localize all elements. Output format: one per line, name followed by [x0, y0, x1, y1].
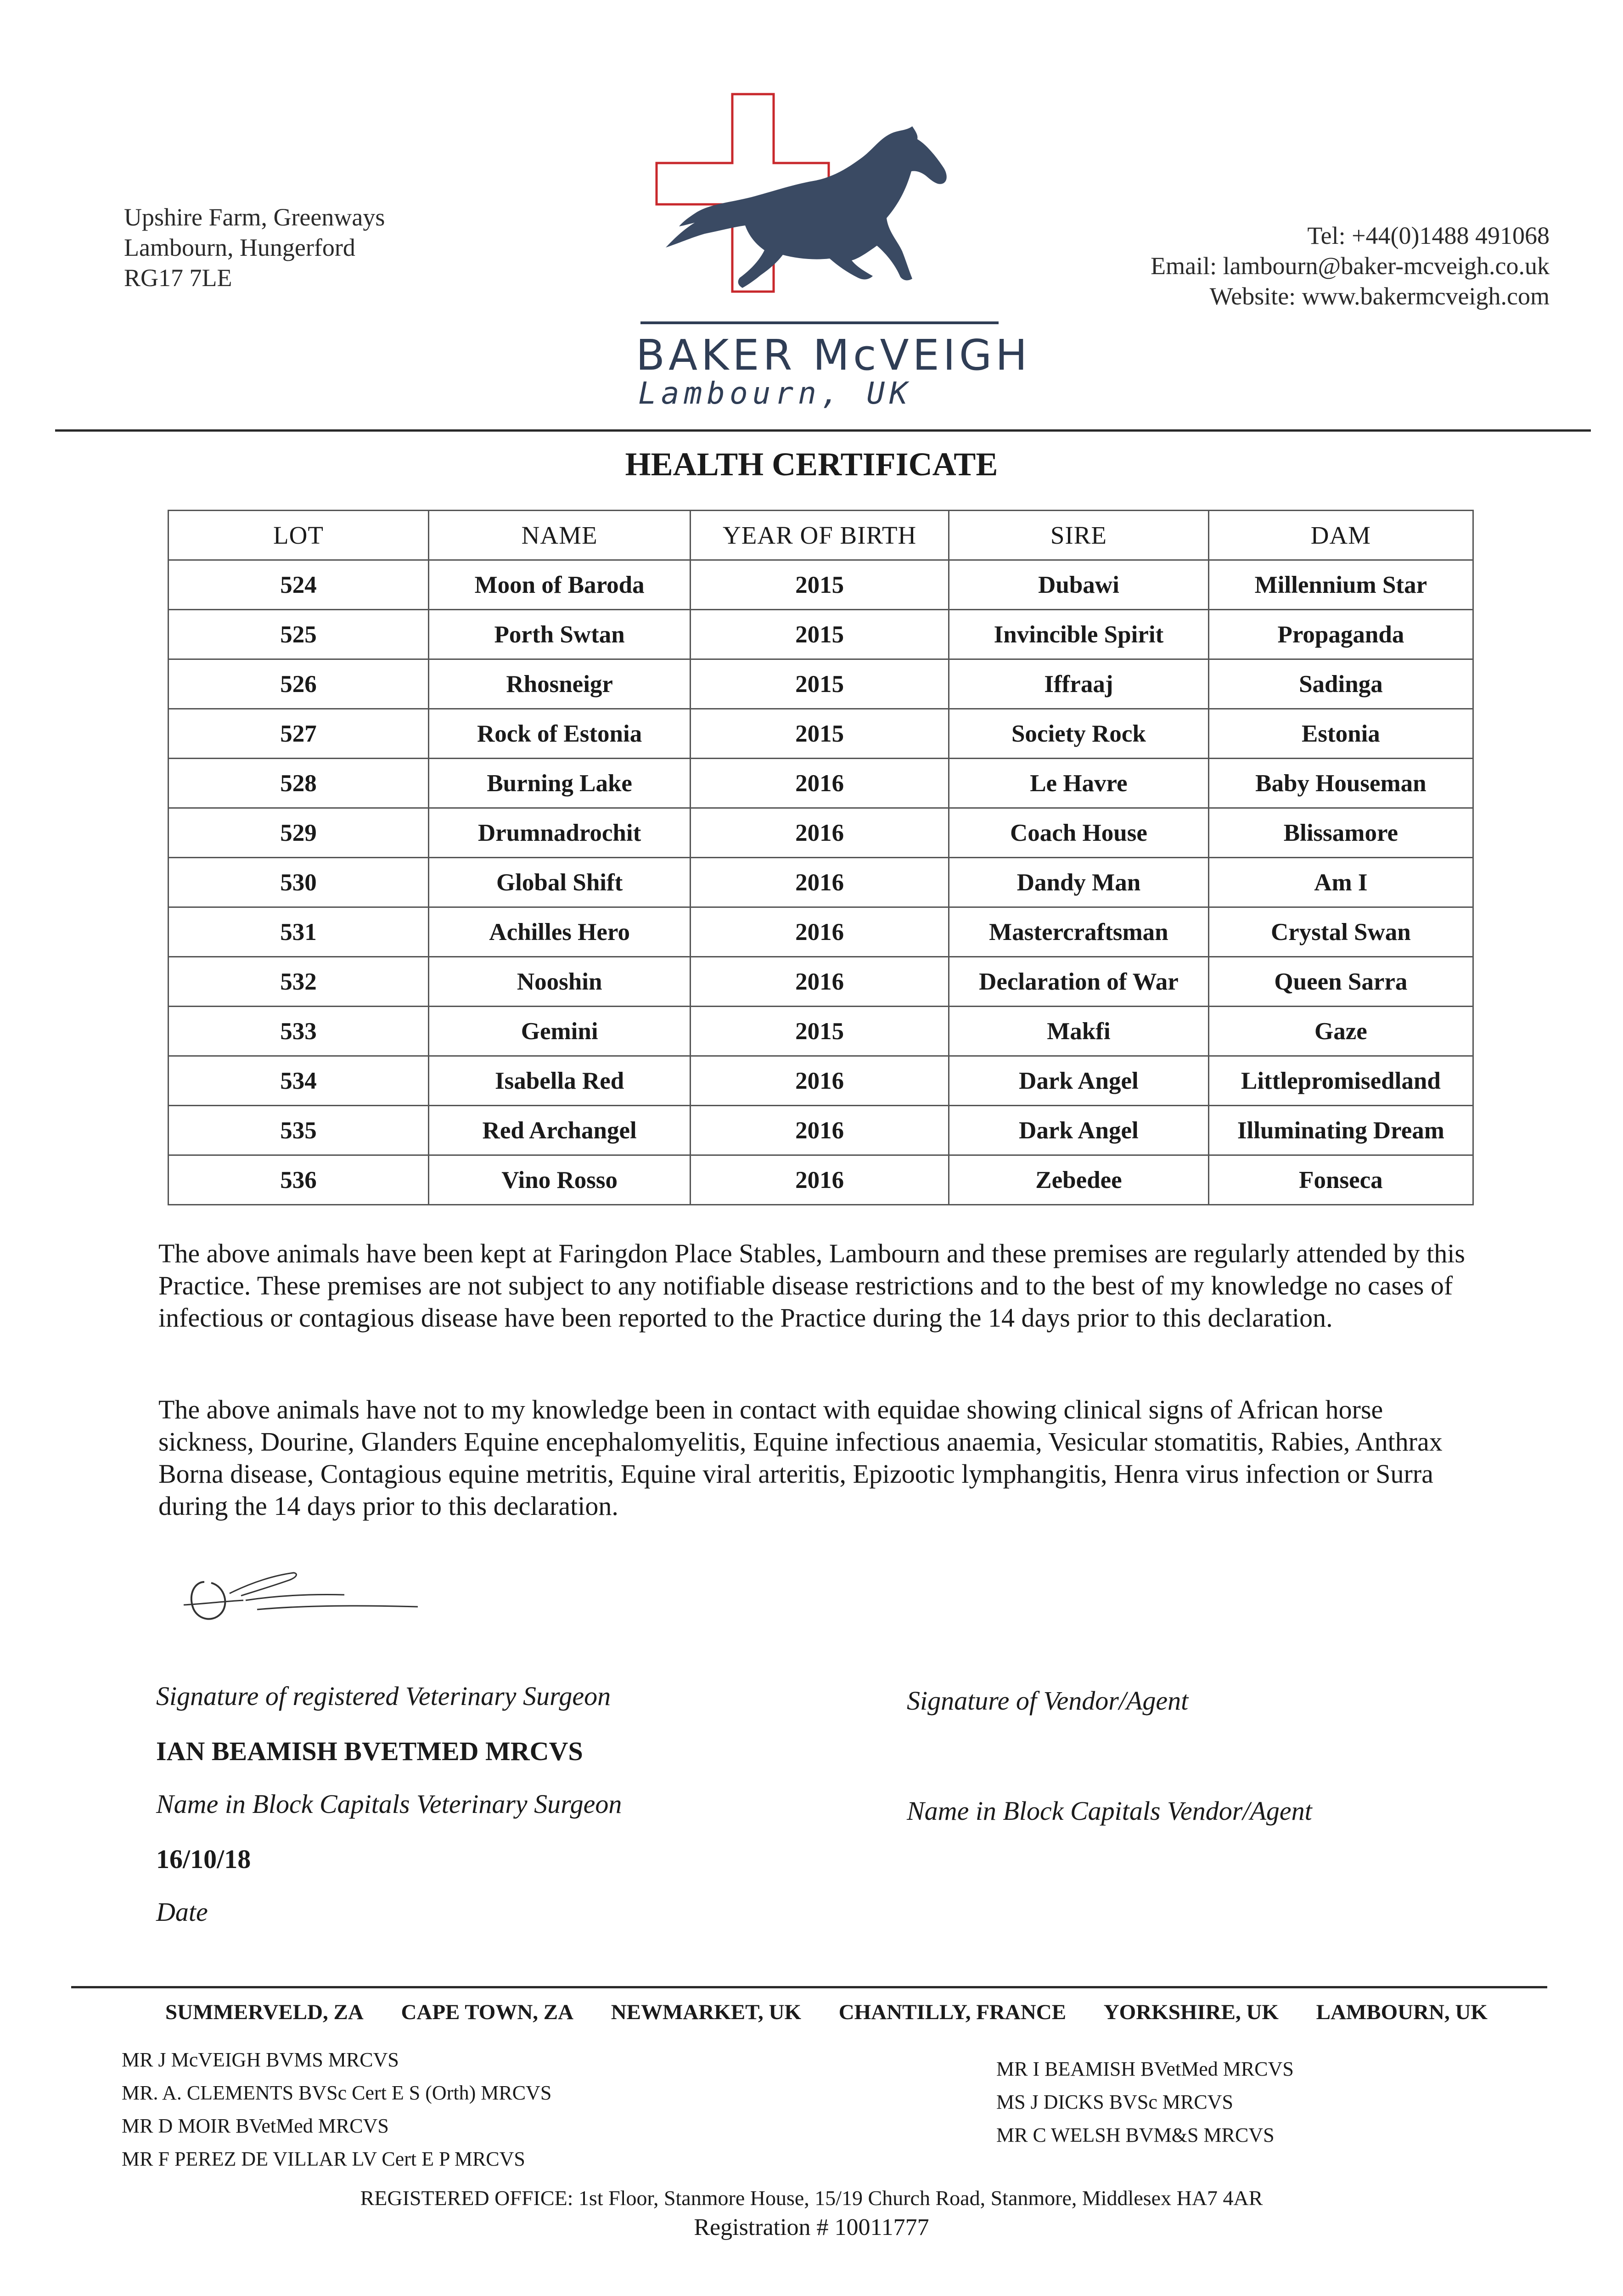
name-cell: Achilles Hero	[429, 907, 691, 957]
lot-cell: 536	[168, 1155, 429, 1205]
telephone: Tel: +44(0)1488 491068	[1307, 222, 1550, 249]
lot-cell: 524	[168, 560, 429, 610]
branch-item: YORKSHIRE, UK	[1103, 2000, 1279, 2024]
vendor-name-label: Name in Block Capitals Vendor/Agent	[907, 1796, 1312, 1826]
header-divider	[55, 429, 1591, 432]
registered-office-address: REGISTERED OFFICE: 1st Floor, Stanmore House, 15/19 Church Road, Stanmore, Middlesex HA7 4AR	[360, 2186, 1263, 2210]
lot-cell: 525	[168, 610, 429, 659]
vet-entry: MS J DICKS BVSc MRCVS	[996, 2091, 1233, 2113]
year-cell: 2015	[691, 709, 949, 759]
name-cell: Rhosneigr	[429, 659, 691, 709]
vet-entry: MR. A. CLEMENTS BVSc Cert E S (Orth) MRCVS	[122, 2082, 552, 2104]
year-cell: 2015	[691, 1007, 949, 1056]
practice-address	[124, 202, 385, 293]
sire-cell: Le Havre	[949, 759, 1209, 808]
column-header: SIRE	[949, 511, 1209, 560]
branch-item: CHANTILLY, FRANCE	[838, 2000, 1067, 2024]
date-label: Date	[156, 1897, 208, 1927]
vet-signature-label: Signature of registered Veterinary Surgeon	[156, 1681, 611, 1711]
sire-cell: Iffraaj	[949, 659, 1209, 709]
lot-cell: 528	[168, 759, 429, 808]
table-row	[168, 709, 1473, 759]
address-line: RG17 7LE	[124, 264, 232, 292]
vet-name: IAN BEAMISH BVETMED MRCVS	[156, 1736, 583, 1766]
branch-item: SUMMERVELD, ZA	[165, 2000, 364, 2024]
vet-entry: MR D MOIR BVetMed MRCVS	[122, 2115, 389, 2137]
name-cell: Global Shift	[429, 858, 691, 907]
year-cell: 2016	[691, 1106, 949, 1155]
name-cell: Porth Swtan	[429, 610, 691, 659]
branch-list	[165, 2000, 1488, 2025]
dam-cell: Blissamore	[1208, 808, 1473, 858]
table-row	[168, 659, 1473, 709]
vet-entry: MR I BEAMISH BVetMed MRCVS	[996, 2058, 1294, 2080]
dam-cell: Gaze	[1208, 1007, 1473, 1056]
premises-statement: The above animals have been kept at Faringdon Place Stables, Lambourn and these premises are regularly attended by this Practice. These premises are not subject to any notifiable disease restrictions and to the best of my knowledge no cases of infectious or contagious disease have been reported to the Practice during the 14 days prior to this declaration.	[158, 1238, 1465, 1333]
document-title: HEALTH CERTIFICATE	[625, 446, 998, 483]
baker-mcveigh-logo-icon	[640, 90, 999, 328]
website: Website: www.bakermcveigh.com	[1209, 282, 1550, 310]
dam-cell: Estonia	[1208, 709, 1473, 759]
sire-cell: Coach House	[949, 808, 1209, 858]
table-row	[168, 957, 1473, 1007]
lots-table	[168, 510, 1474, 1205]
name-cell: Drumnadrochit	[429, 808, 691, 858]
table-header-row	[168, 511, 1473, 560]
lot-cell: 529	[168, 808, 429, 858]
footer-divider	[71, 1986, 1547, 1988]
sire-cell: Dark Angel	[949, 1056, 1209, 1106]
registered-office	[0, 2183, 1623, 2242]
vets-list-right	[996, 2053, 1294, 2152]
certificate-date: 16/10/18	[156, 1844, 251, 1874]
table-row	[168, 1106, 1473, 1155]
lot-cell: 535	[168, 1106, 429, 1155]
sire-cell: Society Rock	[949, 709, 1209, 759]
table-row	[168, 1007, 1473, 1056]
year-cell: 2016	[691, 808, 949, 858]
sire-cell: Dubawi	[949, 560, 1209, 610]
vet-signature-icon	[161, 1550, 436, 1642]
column-header: YEAR OF BIRTH	[691, 511, 949, 560]
year-cell: 2016	[691, 858, 949, 907]
sire-cell: Makfi	[949, 1007, 1209, 1056]
dam-cell: Am I	[1208, 858, 1473, 907]
lot-cell: 527	[168, 709, 429, 759]
vendor-signature-label: Signature of Vendor/Agent	[907, 1686, 1189, 1716]
name-cell: Nooshin	[429, 957, 691, 1007]
sire-cell: Declaration of War	[949, 957, 1209, 1007]
dam-cell: Baby Houseman	[1208, 759, 1473, 808]
year-cell: 2016	[691, 759, 949, 808]
vet-entry: MR C WELSH BVM&S MRCVS	[996, 2124, 1275, 2146]
vets-list-left	[122, 2043, 551, 2176]
branch-item: NEWMARKET, UK	[611, 2000, 802, 2024]
dam-cell: Millennium Star	[1208, 560, 1473, 610]
lot-cell: 532	[168, 957, 429, 1007]
address-line: Upshire Farm, Greenways	[124, 203, 385, 231]
sire-cell: Dark Angel	[949, 1106, 1209, 1155]
lot-cell: 533	[168, 1007, 429, 1056]
registration-number: Registration # 10011777	[694, 2214, 929, 2240]
year-cell: 2016	[691, 957, 949, 1007]
lot-cell: 526	[168, 659, 429, 709]
table-row	[168, 858, 1473, 907]
sire-cell: Dandy Man	[949, 858, 1209, 907]
branch-item: LAMBOURN, UK	[1316, 2000, 1488, 2024]
table-row	[168, 610, 1473, 659]
column-header: LOT	[168, 511, 429, 560]
dam-cell: Fonseca	[1208, 1155, 1473, 1205]
name-cell: Red Archangel	[429, 1106, 691, 1155]
practice-contact	[1151, 220, 1550, 311]
year-cell: 2016	[691, 1056, 949, 1106]
vet-entry: MR J McVEIGH BVMS MRCVS	[122, 2048, 399, 2071]
address-line: Lambourn, Hungerford	[124, 234, 355, 261]
lot-cell: 530	[168, 858, 429, 907]
year-cell: 2016	[691, 1155, 949, 1205]
name-cell: Isabella Red	[429, 1056, 691, 1106]
column-header: DAM	[1208, 511, 1473, 560]
table-row	[168, 1056, 1473, 1106]
email: Email: lambourn@baker-mcveigh.co.uk	[1151, 252, 1550, 280]
disease-contact-statement: The above animals have not to my knowledge been in contact with equidae showing clinical signs of African horse sickness, Dourine, Glanders Equine encephalomyelitis, Equine infectious anaemia, Vesicular stomatitis, Rabies, Anthrax Borna disease, Contagious equine metritis, Equine viral arteritis, Epizootic lymphangitis, Henra virus infection or Surra during the 14 days prior to this declaration.	[158, 1395, 1443, 1521]
dam-cell: Queen Sarra	[1208, 957, 1473, 1007]
table-row	[168, 759, 1473, 808]
branch-item: CAPE TOWN, ZA	[401, 2000, 574, 2024]
dam-cell: Littlepromisedland	[1208, 1056, 1473, 1106]
year-cell: 2016	[691, 907, 949, 957]
sire-cell: Invincible Spirit	[949, 610, 1209, 659]
dam-cell: Sadinga	[1208, 659, 1473, 709]
dam-cell: Propaganda	[1208, 610, 1473, 659]
table-row	[168, 560, 1473, 610]
table-row	[168, 907, 1473, 957]
vet-name-label: Name in Block Capitals Veterinary Surgeon	[156, 1789, 622, 1819]
name-cell: Burning Lake	[429, 759, 691, 808]
year-cell: 2015	[691, 560, 949, 610]
table-row	[168, 1155, 1473, 1205]
lot-cell: 534	[168, 1056, 429, 1106]
vet-entry: MR F PEREZ DE VILLAR LV Cert E P MRCVS	[122, 2148, 525, 2170]
brand-name: BAKER McVEIGH	[636, 331, 1031, 380]
dam-cell: Crystal Swan	[1208, 907, 1473, 957]
brand-location: Lambourn, UK	[638, 376, 912, 411]
name-cell: Rock of Estonia	[429, 709, 691, 759]
horse-icon	[666, 126, 947, 288]
name-cell: Vino Rosso	[429, 1155, 691, 1205]
table-row	[168, 808, 1473, 858]
column-header: NAME	[429, 511, 691, 560]
sire-cell: Mastercraftsman	[949, 907, 1209, 957]
name-cell: Gemini	[429, 1007, 691, 1056]
year-cell: 2015	[691, 610, 949, 659]
name-cell: Moon of Baroda	[429, 560, 691, 610]
lot-cell: 531	[168, 907, 429, 957]
dam-cell: Illuminating Dream	[1208, 1106, 1473, 1155]
year-cell: 2015	[691, 659, 949, 709]
sire-cell: Zebedee	[949, 1155, 1209, 1205]
